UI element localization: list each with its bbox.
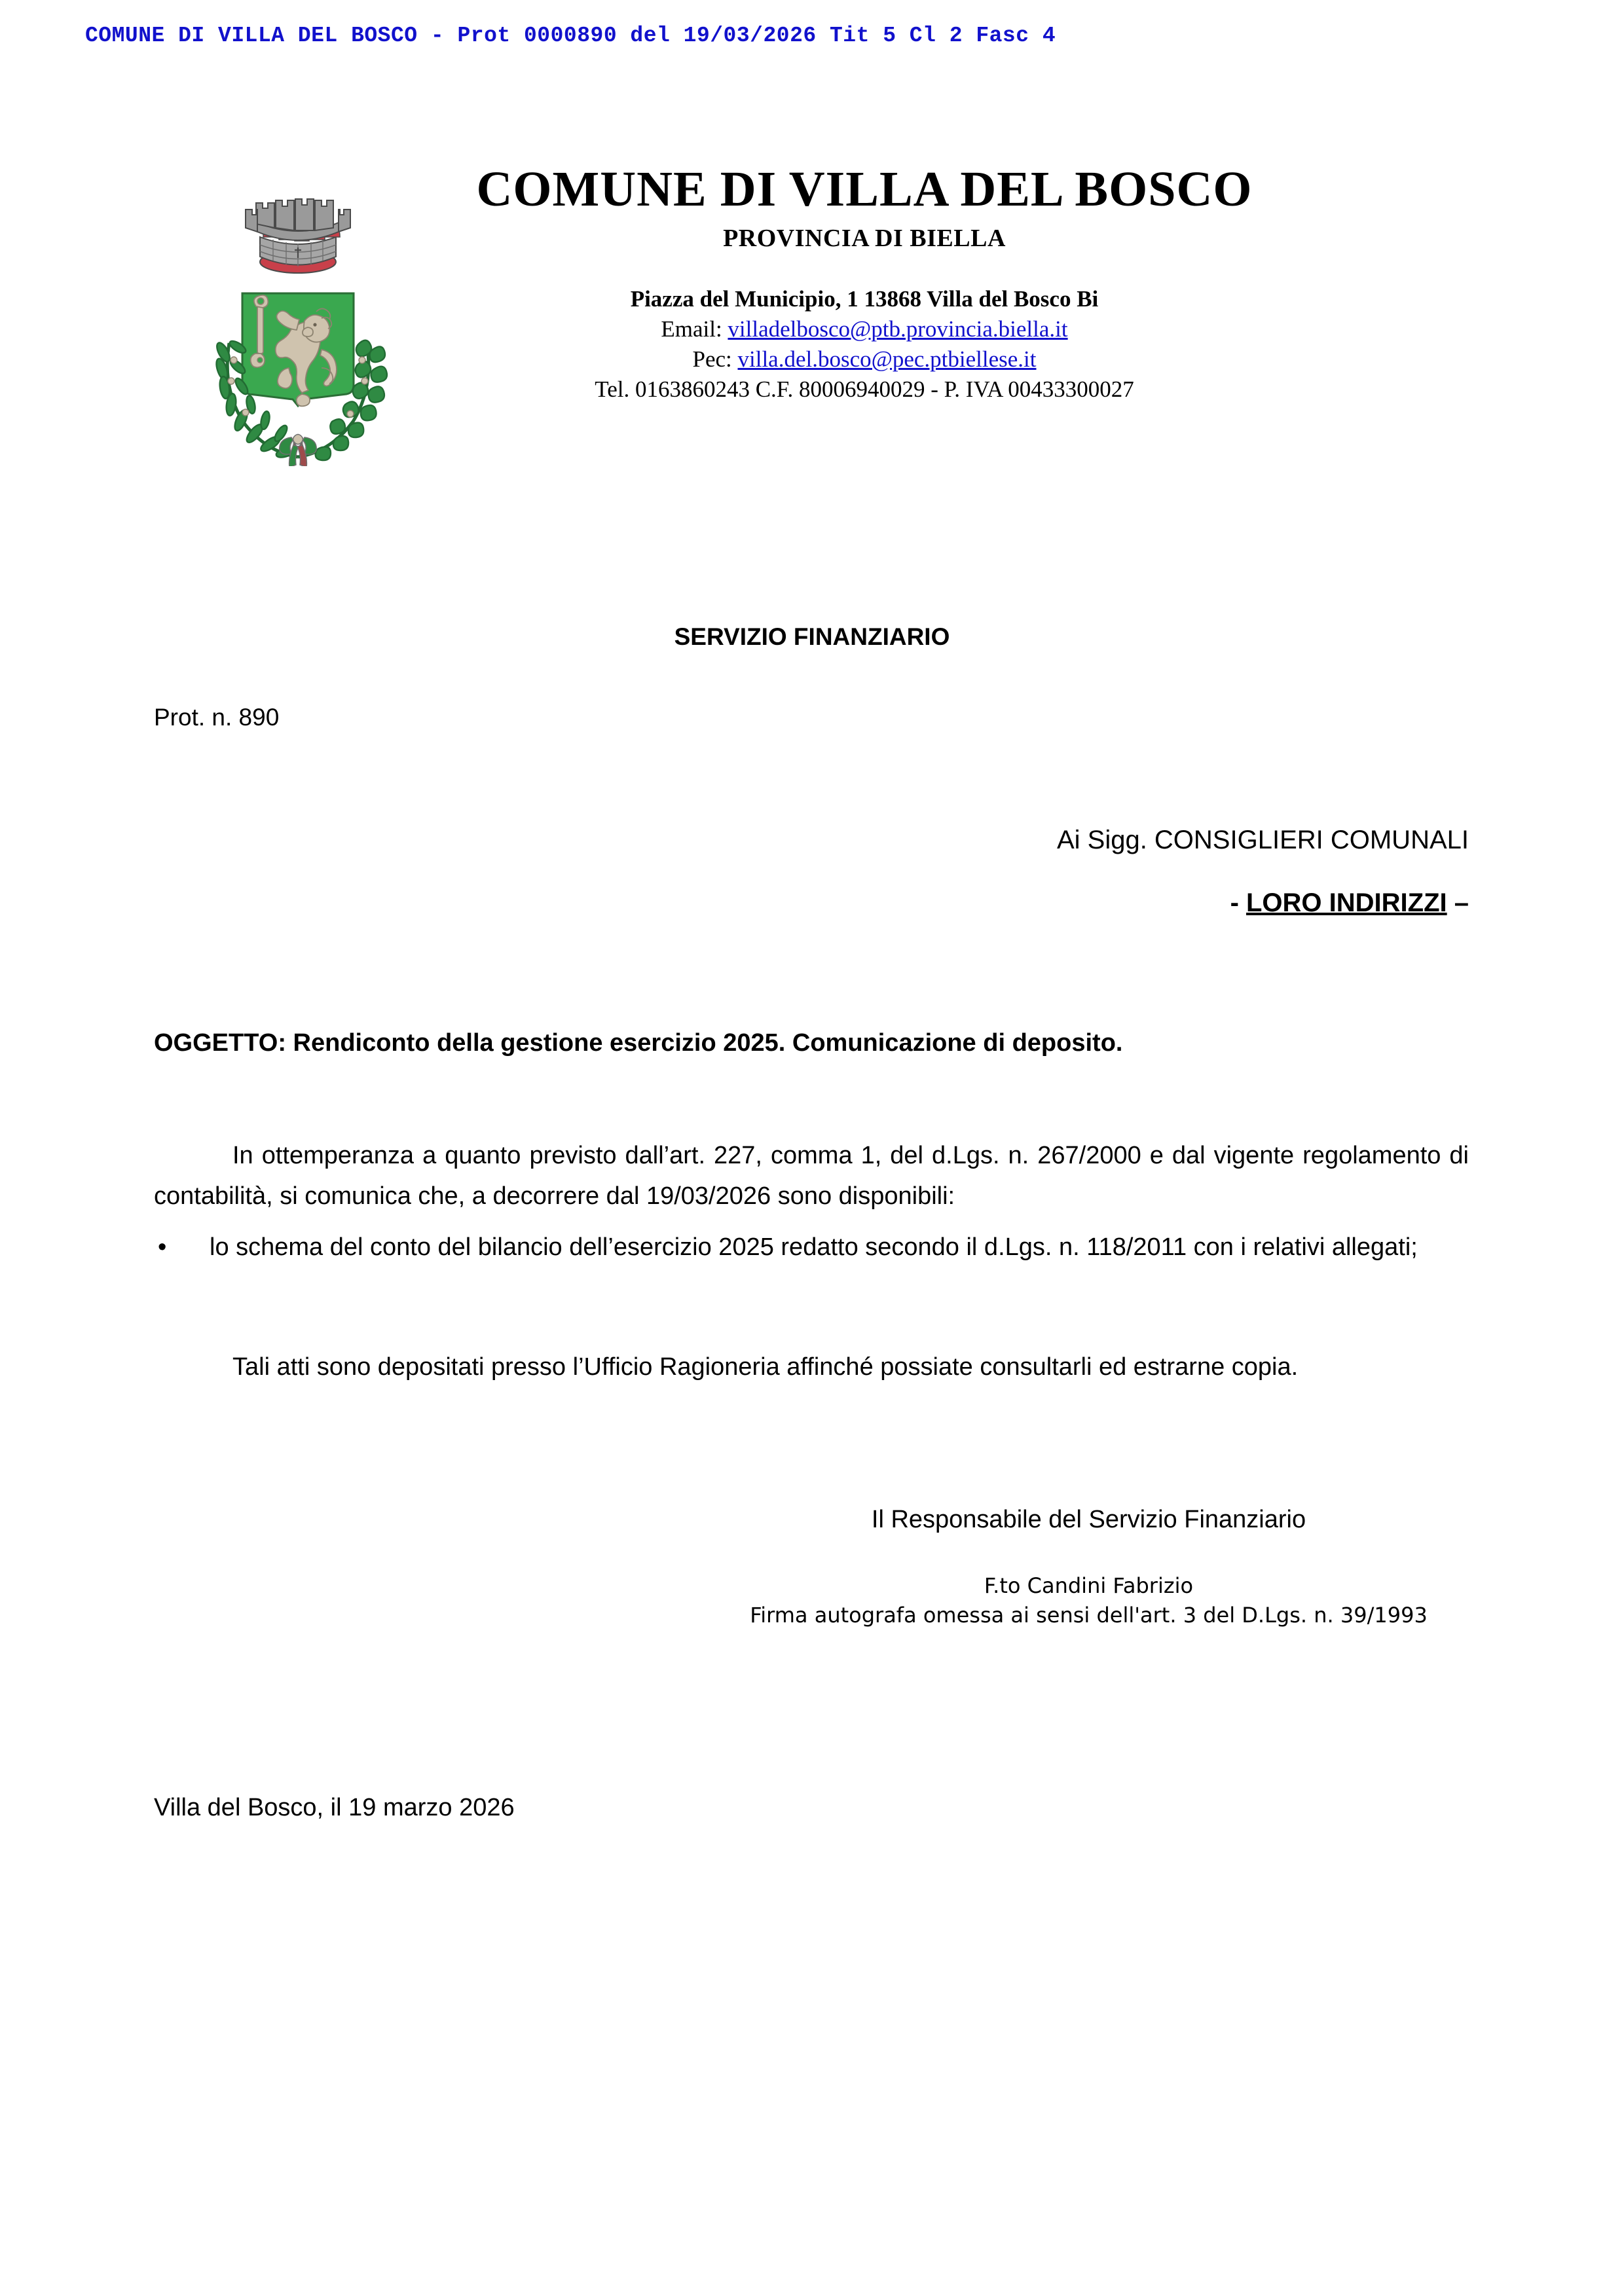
addressee-prefix: - (1230, 888, 1246, 917)
pec-line (367, 344, 1362, 374)
subject-line: OGGETTO: Rendiconto della gestione esercizio 2025. Comunicazione di deposito. (154, 1029, 1123, 1057)
pec-link[interactable]: villa.del.bosco@pec.ptbiellese.it (737, 346, 1037, 373)
bullet-marker-icon: • (158, 1233, 167, 1261)
addressee-primary: Ai Sigg. CONSIGLIERI COMUNALI (1056, 826, 1469, 854)
province-name: PROVINCIA DI BIELLA (723, 224, 1006, 252)
contact-block (367, 284, 1362, 405)
protocol-stamp: COMUNE DI VILLA DEL BOSCO - Prot 0000890 del 19/03/2026 Tit 5 Cl 2 Fasc 4 (85, 24, 1056, 48)
signature-role: Il Responsabile del Servizio Finanziario (871, 1506, 1306, 1533)
email-link[interactable]: villadelbosco@ptb.provincia.biella.it (728, 316, 1068, 342)
service-title: SERVIZIO FINANZIARIO (674, 623, 950, 650)
list-item-text: lo schema del conto del bilancio dell’esercizio 2025 redatto secondo il d.Lgs. n. 118/2011 con i relativi allegati; (210, 1233, 1418, 1261)
letterhead-text (367, 164, 1362, 405)
letterhead (0, 164, 1624, 465)
signature-name: F.to Candini Fabrizio (984, 1573, 1194, 1598)
addressee-secondary (0, 888, 1469, 918)
organization-name: COMUNE DI VILLA DEL BOSCO (476, 162, 1253, 217)
signature-note: Firma autografa omessa ai sensi dell'art. 3 del D.Lgs. n. 39/1993 (750, 1603, 1428, 1628)
email-label: Email: (661, 316, 722, 342)
fiscal-line: Tel. 0163860243 C.F. 80006940029 - P. IVA 00433300027 (595, 376, 1134, 403)
place-and-date: Villa del Bosco, il 19 marzo 2026 (154, 1794, 515, 1821)
protocol-number: Prot. n. 890 (154, 704, 280, 731)
body-paragraph-1: In ottemperanza a quanto previsto dall’art. 227, comma 1, del d.Lgs. n. 267/2000 e dal vigente regolamento di contabilità, si comunica che, a decorrere dal 19/03/2026 sono disponibili: (154, 1142, 1469, 1210)
addressee-underlined: LORO INDIRIZZI (1246, 888, 1447, 917)
pec-label: Pec: (692, 346, 732, 373)
addressee-suffix: – (1447, 888, 1469, 917)
email-line (367, 314, 1362, 344)
address-line: Piazza del Municipio, 1 13868 Villa del Bosco Bi (630, 285, 1099, 312)
body-paragraph-2: Tali atti sono depositati presso l’Ufficio Ragioneria affinché possiate consultarli ed estrarne copia. (232, 1353, 1299, 1381)
list-item (154, 1228, 1469, 1268)
